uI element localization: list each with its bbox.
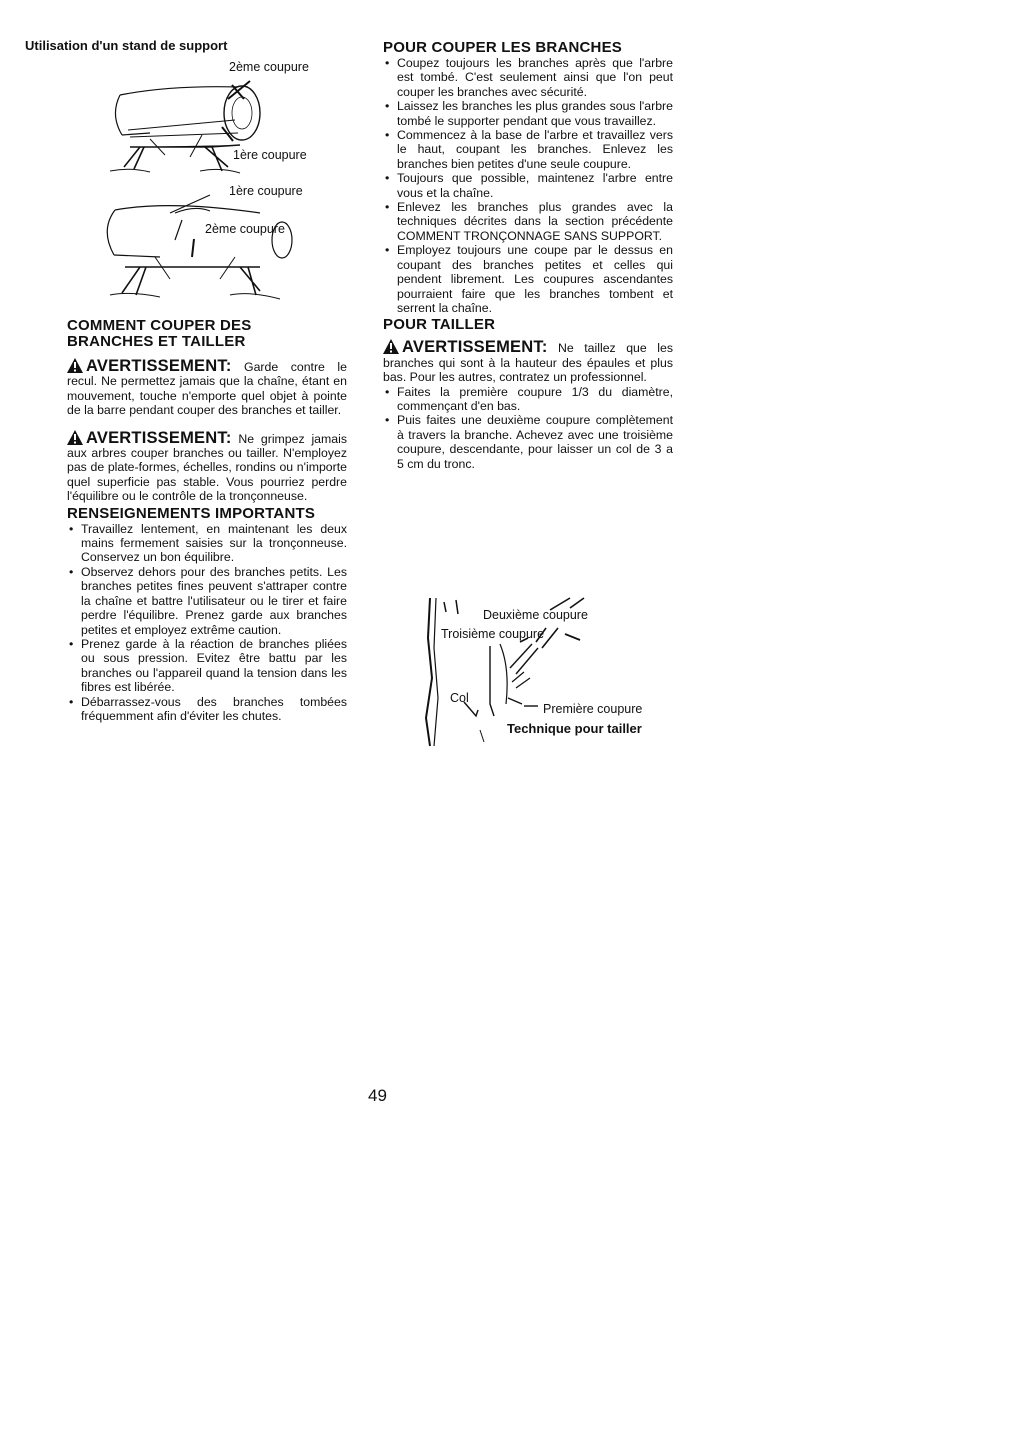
cut-branches-list <box>383 56 673 315</box>
left-column <box>67 318 347 723</box>
important-info-heading: RENSEIGNEMENTS IMPORTANTS <box>67 504 316 522</box>
warning-triangle-icon <box>67 430 83 445</box>
label-first-cut: Première coupure <box>543 702 643 716</box>
important-info-list <box>67 522 347 724</box>
list-item: • Commencez à la base de l'arbre et travaillez vers le haut, coupant les branches. Enlevez les branches bien petites d'une seule coupure. <box>383 128 673 171</box>
label-bottom-first-cut: 1ère coupure <box>229 184 303 198</box>
log-on-stand-illustration-bottom <box>100 195 300 305</box>
label-top-second-cut: 2ème coupure <box>229 60 309 74</box>
warning-kickback: AVERTISSEMENT: Garde contre le recul. Ne permettez jamais que la chaîne, étant en mouvement, touche n'emporte quel objet à pointe de la barre pendant couper des branches et tailler. <box>67 357 347 418</box>
list-item: • Prenez garde à la réaction de branches pliées ou sous pression. Evitez être battu par les branches ou l'appareil quand la tension dans les fibres est libérée. <box>67 637 347 695</box>
log-on-stand-illustration-top <box>110 75 310 185</box>
list-item: • Observez dehors pour des branches petits. Les branches petites fines peuvent s'attraper contre la chaîne et battre l'utilisateur ou le tirer et faire perdre l'équilibre. Prenez garde aux branches petites et employez extrême caution. <box>67 565 347 637</box>
list-item: • Employez toujours une coupe par le dessus en coupant des branches petites et celles qui pendent librement. Les coupures ascendantes pourraient faire que les branches tombent et serrent la chaîne. <box>383 243 673 315</box>
list-item: • Débarrassez-vous des branches tombées fréquemment afin d'éviter les chutes. <box>67 695 347 724</box>
list-item: • Travaillez lentement, en maintenant les deux mains fermement saisies sur la tronçonneuse. Conservez un bon équilibre. <box>67 522 347 565</box>
warning-triangle-icon <box>383 339 399 354</box>
label-top-first-cut: 1ère coupure <box>233 148 307 162</box>
list-item: • Laissez les branches les plus grandes sous l'arbre tombé le supporter pendant que vous travaillez. <box>383 99 673 128</box>
right-column <box>383 40 673 471</box>
main-heading-line2: BRANCHES ET TAILLER <box>67 333 246 350</box>
label-collar: Col <box>450 691 469 705</box>
list-item: • Puis faites une deuxième coupure complètement à travers la branche. Achevez avec une troisième coupure, descendante, pour laisser un col de 3 a 5 cm du tronc. <box>383 413 673 471</box>
pruning-heading: POUR TAILLER <box>383 316 496 334</box>
list-item: • Enlevez les branches plus grandes avec la techniques décrites dans la section précédente COMMENT TRONÇONNAGE SANS SUPPORT. <box>383 200 673 243</box>
main-heading-line1: COMMENT COUPER DES <box>67 317 252 334</box>
label-second-cut: Deuxième coupure <box>483 608 588 622</box>
pruning-list <box>383 385 673 471</box>
figure-caption: Technique pour tailler <box>507 721 642 736</box>
warning-no-climbing: AVERTISSEMENT: Ne grimpez jamais aux arbres couper branches ou tailler. N'employez pas de plate-formes, échelles, rondins ou n'importe quel superficie pas stable. Vous pourriez perdre l'équilibre ou le contrôle de la tronçonneuse. <box>67 428 347 504</box>
label-third-cut: Troisième coupure <box>441 627 545 641</box>
cut-branches-heading: POUR COUPER LES BRANCHES <box>383 39 622 56</box>
list-item: • Faites la première coupure 1/3 du diamètre, commençant d'en bas. <box>383 385 673 414</box>
figure-title: Utilisation d'un stand de support <box>25 38 228 53</box>
list-item: • Coupez toujours les branches après que l'arbre est tombé. C'est seulement ainsi que l'on peut couper les branches avec sécurité. <box>383 56 673 99</box>
warning-shoulder-height: AVERTISSEMENT: Ne taillez que les branches qui sont à la hauteur des épaules et plus bas. Pour les autres, contratez un professionnel. <box>383 338 673 385</box>
warning-triangle-icon <box>67 358 83 373</box>
label-bottom-second-cut: 2ème coupure <box>205 222 285 236</box>
page-number: 49 <box>368 1086 387 1105</box>
list-item: • Toujours que possible, maintenez l'arbre entre vous et la chaîne. <box>383 171 673 200</box>
